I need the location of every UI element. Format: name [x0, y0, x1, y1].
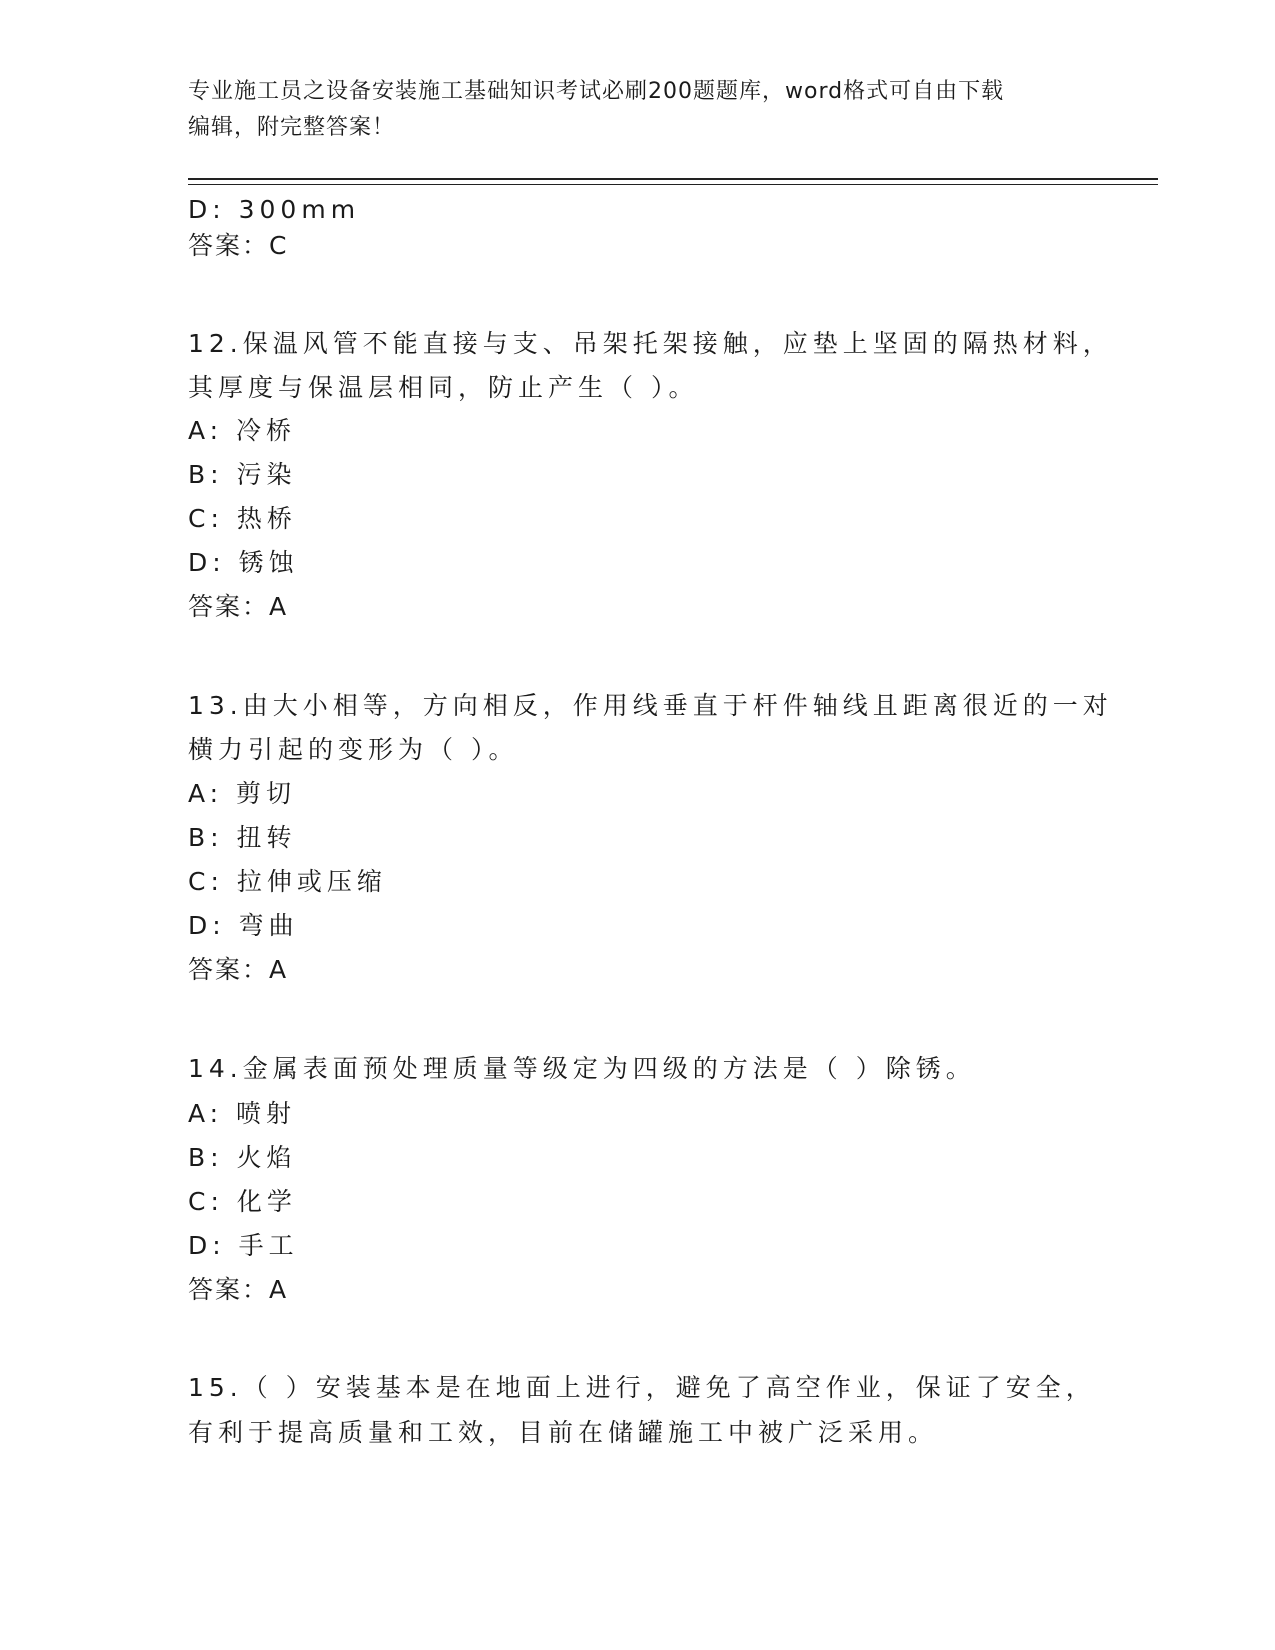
question-12-answer: 答案：A — [188, 592, 289, 621]
question-12-option-d: D: 锈蚀 — [188, 548, 299, 577]
question-13-answer: 答案：A — [188, 955, 289, 984]
question-14-option-a: A: 喷射 — [188, 1099, 297, 1128]
question-14-option-c: C: 化学 — [188, 1187, 297, 1216]
option-d: D: 300mm — [188, 195, 361, 224]
question-15-text: 15.（ ）安装基本是在地面上进行，避免了高空作业，保证了安全， — [188, 1373, 1096, 1402]
question-12-option-a: A: 冷桥 — [188, 416, 297, 445]
question-12-option-c: C: 热桥 — [188, 504, 297, 533]
header-divider-thick — [188, 178, 1158, 180]
question-15-text-cont: 有利于提高质量和工效，目前在储罐施工中被广泛采用。 — [188, 1418, 939, 1447]
header-line-1: 专业施工员之设备安装施工基础知识考试必刷200题题库，word格式可自由下载 — [188, 79, 1005, 104]
question-13-option-a: A: 剪切 — [188, 779, 297, 808]
header-line-2: 编辑，附完整答案！ — [188, 115, 396, 140]
question-12-text-cont: 其厚度与保温层相同，防止产生（ ）。 — [188, 373, 699, 402]
question-14-text: 14.金属表面预处理质量等级定为四级的方法是（ ）除锈。 — [188, 1054, 976, 1083]
answer: 答案：C — [188, 231, 289, 260]
question-13-text-cont: 横力引起的变形为（ ）。 — [188, 735, 519, 764]
document-header — [188, 74, 1068, 146]
question-14-option-d: D: 手工 — [188, 1231, 299, 1260]
question-13-text: 13.由大小相等，方向相反，作用线垂直于杆件轴线且距离很近的一对 — [188, 691, 1113, 720]
header-divider-thin — [188, 184, 1158, 185]
question-13-option-b: B: 扭转 — [188, 823, 297, 852]
question-12-text: 12.保温风管不能直接与支、吊架托架接触，应垫上坚固的隔热材料， — [188, 329, 1113, 358]
question-14-option-b: B: 火焰 — [188, 1143, 297, 1172]
question-12-option-b: B: 污染 — [188, 460, 297, 489]
question-13-option-c: C: 拉伸或压缩 — [188, 867, 387, 896]
question-13-option-d: D: 弯曲 — [188, 911, 299, 940]
question-14-answer: 答案：A — [188, 1275, 289, 1304]
